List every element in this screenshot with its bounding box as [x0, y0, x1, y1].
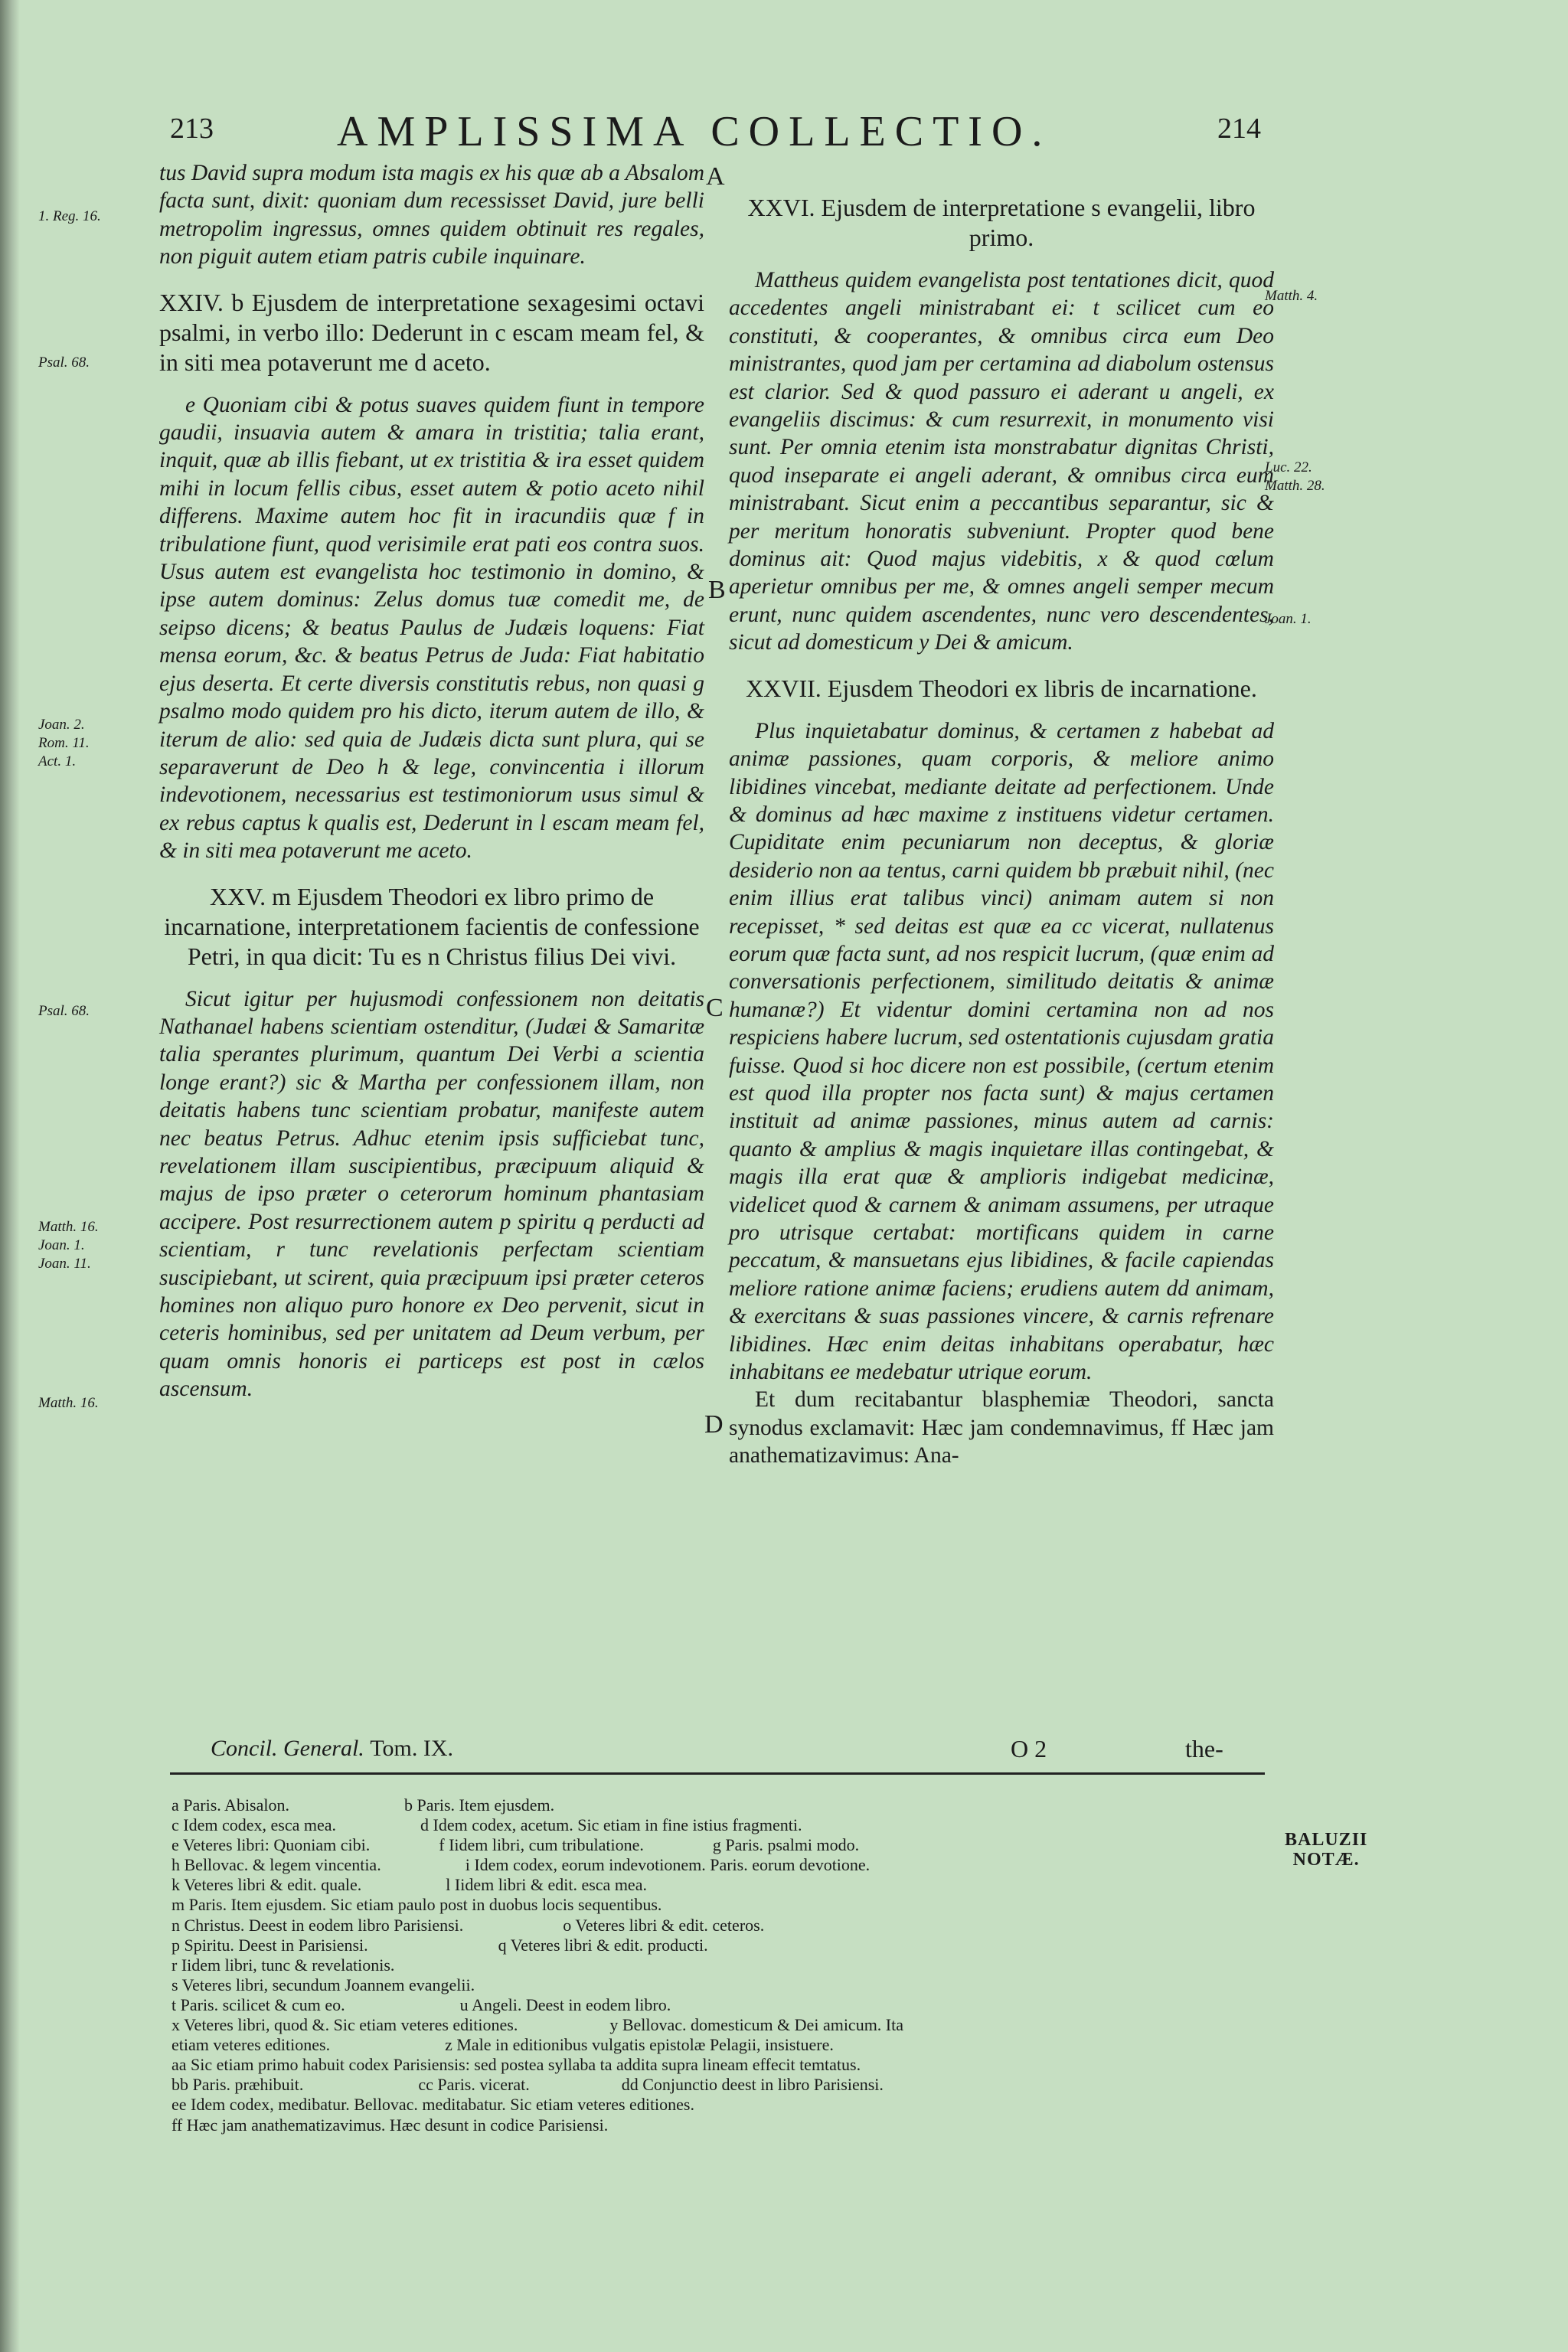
paragraph: e Quoniam cibi & potus suaves quidem fiunt in tempore gaudii, insuavia autem & amara in tristitia; talia erant, inquit, quæ ab illis fiebant, ut ex tristitia & ira esset quidem mihi in locum fellis cibus, esset autem & potio aceto nihil differens. Maxime autem hoc fit in iracundiis quæ f in tribulatione fiunt, quod verisimile erat pati eos contra suos. Usus autem est evangelista hoc testimonio in domino, & ipse autem dominus: Zelus domus tuæ comedit me, de seipso dicens; & beatus Paulus de Judæis loquens: Fiat mensa eorum, &c. & beatus Petrus de Juda: Fiat habitatio ejus deserta. Et certe diversis constitutis rebus, non quasi g psalmo modo quidem pro his dicto, iterum autem de illo, & iterum de alio: sed quia de Judæis dicta sunt plura, qui se separaverunt de Deo h & lege, convincentia i illorum indevotionem, necessarius est testimoniorum usus simul & ex rebus captus k qualis est, Dederunt in l escam meam fel, & in siti mea potaverunt me aceto. — [159, 392, 704, 864]
catchword: the- — [1185, 1735, 1223, 1762]
page-edge — [0, 0, 20, 2352]
running-title: AMPLISSIMA COLLECTIO. — [337, 108, 1052, 155]
margin-reference: Joan. 1. — [1265, 611, 1312, 627]
margin-reference: 1. Reg. 16. — [38, 208, 101, 224]
footnote: u Angeli. Deest in eodem libro. — [459, 1994, 671, 2014]
footnote: bb Paris. præhibuit. — [172, 2075, 304, 2095]
margin-reference: Luc. 22. — [1265, 459, 1312, 475]
margin-reference: Joan. 11. — [38, 1256, 91, 1272]
footnote: ee Idem codex, medibatur. Bellovac. meditabatur. Sic etiam veteres editiones. — [172, 2095, 694, 2115]
left-column — [159, 159, 704, 1403]
footnote: aa Sic etiam primo habuit codex Parisiensis: sed postea syllaba ta addita supra lineam effecit temtatus. — [172, 2055, 861, 2075]
page-number-right: 214 — [1217, 113, 1261, 145]
footnote: f Iidem libri, cum tribulatione. — [439, 1835, 644, 1855]
footnote: e Veteres libri: Quoniam cibi. — [172, 1835, 371, 1855]
section-letter-b: B — [708, 576, 726, 604]
footnote-line — [172, 1916, 1259, 1936]
section-letter-d: D — [704, 1410, 724, 1439]
footnote-line — [172, 2095, 1259, 2115]
footnote: n Christus. Deest in eodem libro Parisiensi. — [172, 1915, 464, 1935]
margin-reference: Rom. 11. — [38, 735, 90, 751]
footnote: etiam veteres editiones. — [172, 2035, 331, 2055]
paragraph: Et dum recitabantur blasphemiæ Theodori, sancta synodus exclamavit: Hæc jam condemnavimus, ff Hæc jam anathematizavimus: Ana- — [729, 1387, 1274, 1468]
notes-label-line: BALUZII — [1285, 1830, 1368, 1850]
footnote: o Veteres libri & edit. ceteros. — [563, 1915, 765, 1935]
footnote-line — [172, 1895, 1259, 1915]
footnote-line — [172, 1855, 1259, 1875]
margin-reference: Psal. 68. — [38, 354, 90, 371]
footnote-line — [172, 2055, 1259, 2075]
footnote: h Bellovac. & legem vincentia. — [172, 1855, 381, 1875]
footnote: p Spiritu. Deest in Parisiensi. — [172, 1935, 368, 1955]
footnote-rule — [170, 1772, 1265, 1775]
page-number-left: 213 — [170, 113, 214, 145]
footnote-line — [172, 1995, 1259, 2015]
footnote-line — [172, 2015, 1259, 2035]
margin-reference: Act. 1. — [38, 753, 77, 769]
footnote: l Iidem libri & edit. esca mea. — [446, 1875, 647, 1895]
footnote-line — [172, 1835, 1259, 1855]
margin-reference: Psal. 68. — [38, 1003, 90, 1019]
footnote: a Paris. Abisalon. — [172, 1795, 289, 1815]
footnote: i Idem codex, eorum indevotionem. Paris. eorum devotione. — [465, 1855, 871, 1875]
footnote: d Idem codex, acetum. Sic etiam in fine istius fragmenti. — [420, 1815, 802, 1835]
right-column — [729, 193, 1274, 1470]
chapter-heading-xxvii: XXVII. Ejusdem Theodori ex libris de incarnatione. — [746, 674, 1257, 702]
margin-reference: Joan. 2. — [38, 717, 85, 733]
margin-reference: Matth. 16. — [38, 1219, 99, 1235]
paragraph: tus David supra modum ista magis ex his quæ ab a Absalom facta sunt, dixit: quoniam dum recessisset David, jure belli metropolim ingressus, omnes quidem obtinuit res regales, non piguit autem etiam patris cubile inquinare. — [159, 161, 704, 270]
notes-label-line: NOTÆ. — [1292, 1850, 1360, 1870]
footnote: x Veteres libri, quod &. Sic etiam veteres editiones. — [172, 2015, 518, 2035]
footnote-line — [172, 1936, 1259, 1955]
footnote-line — [172, 2115, 1259, 2135]
footnote: s Veteres libri, secundum Joannem evangelii. — [172, 1975, 475, 1994]
section-letter-a: A — [706, 162, 725, 191]
paragraph: Sicut igitur per hujusmodi confessionem non deitatis Nathanael habens scientiam ostenditur, (Judæi & Samaritæ talia sperantes plurimum, quantum Dei Verbi a scientia longe erant?) sic & Martha per confessionem illam, non deitatis habens tunc scientiam probatur, manifeste autem nec beatus Petrus. Adhuc etenim ipsis sufficiebat tunc, revelationem illam suscipientibus, præcipuum aliquid & majus de ipso præter o ceterorum hominum phantasiam accipere. Post resurrectionem autem p spiritu q perducti ad scientiam, r tunc revelationis perfectam scientiam suscipiebant, ut scirent, quia præcipuum ipsi præter ceteros homines non aliquo puro honore ex Deo pervenit, sicut in ceteris hominibus, sed per unitatem ad Deum verbum, per quam omnis honoris ei particeps est post in cælos ascensum. — [159, 986, 704, 1402]
footnote-line — [172, 1795, 1259, 1815]
footer-work-title — [211, 1736, 453, 1762]
footnote-line — [172, 2075, 1259, 2095]
chapter-heading-xxiv: XXIV. b Ejusdem de interpretatione sexagesimi octavi psalmi, in verbo illo: Dederunt in c escam meam fel, & in siti mea potaverunt me d aceto. — [159, 288, 704, 376]
chapter-heading-xxvi: XXVI. Ejusdem de interpretatione s evangelii, libro primo. — [747, 194, 1256, 251]
footnote: b Paris. Item ejusdem. — [404, 1795, 555, 1815]
margin-reference: Matth. 4. — [1265, 288, 1318, 304]
footnote: q Veteres libri & edit. producti. — [498, 1935, 708, 1955]
footnote: cc Paris. vicerat. — [418, 2075, 530, 2095]
footer-tome: Tom. IX. — [370, 1736, 454, 1761]
footnote: t Paris. scilicet & cum eo. — [172, 1994, 345, 2014]
chapter-heading-xxv: XXV. m Ejusdem Theodori ex libro primo de incarnatione, interpretationem facientis de confessione Petri, in qua dicit: Tu es n Christus filius Dei vivi. — [164, 882, 700, 970]
signature-mark: O 2 — [1011, 1735, 1047, 1762]
footnote: g Paris. psalmi modo. — [712, 1835, 860, 1855]
footnotes — [172, 1795, 1259, 2135]
paragraph: Mattheus quidem evangelista post tentationes dicit, quod accedentes angeli ministrabant ei: t scilicet cum eo constituti, & cooperantes, & omnibus circa eum Deo ministrantes, quod jam per certamina ad diabolum ostensus est clarior. Sed & quod passuro ei aderant u angeli, ex evangeliis discimus: & cum resurrexit, in monumento visi sunt. Per omnia etenim ista monstrabatur dignitas Christi, quod inseparate ei angeli aderant, & omnibus circa eum ministrabant. Sicut enim a peccantibus separantur, sic & per meritum honoratis subveniunt. Propter quod bene dominus ait: Quod majus videbitis, x & quod cœlum aperietur omnibus per me, & omnes angeli semper mecum erunt, nunc quidem ascendentes, nunc vero descendentes, sicut ad domesticum y Dei & amicum. — [729, 268, 1274, 655]
footnote: z Male in editionibus vulgatis epistolæ Pelagii, insistuere. — [445, 2035, 834, 2055]
footnote: k Veteres libri & edit. quale. — [172, 1875, 362, 1895]
footnote: r Iidem libri, tunc & revelationis. — [172, 1955, 395, 1975]
footnote: c Idem codex, esca mea. — [172, 1815, 336, 1835]
footnote: y Bellovac. domesticum & Dei amicum. Ita — [609, 2015, 904, 2035]
footnote: m Paris. Item ejusdem. Sic etiam paulo post in duobus locis sequentibus. — [172, 1895, 662, 1915]
footnote-line — [172, 1955, 1259, 1975]
footnote-line — [172, 2035, 1259, 2055]
margin-reference: Joan. 1. — [38, 1237, 85, 1253]
margin-reference: Matth. 16. — [38, 1395, 99, 1411]
notes-label — [1285, 1830, 1367, 1870]
footnote-line — [172, 1815, 1259, 1835]
footer-work: Concil. General. — [211, 1736, 364, 1761]
footnote-line — [172, 1875, 1259, 1895]
footnote: ff Hæc jam anathematizavimus. Hæc desunt in codice Parisiensi. — [172, 2115, 609, 2135]
margin-reference: Matth. 28. — [1265, 478, 1325, 494]
section-letter-c: C — [706, 994, 724, 1022]
paragraph: Plus inquietabatur dominus, & certamen z habebat ad animæ passiones, quam corporis, & meliore animo libidines vincebat, mediante deitate ad perfectionem. Unde & dominus ad hæc maxime z instituens videtur certamen. Cupiditate enim pecuniarum non deceptus, & gloriæ desiderio non aa tentus, carni quidem bb præbuit nihil, (nec enim illius erat talibus vinci) animam autem si non recepisset, * sed deitas est quæ ea cc vicerat, nullatenus eorum quæ facta sunt, ad nos respicit lucrum, (quæ enim ad conversationis perfectionem, similitudo deitatis & animæ humanæ?) Et videntur domini certamina non ad nos respiciens habere lucrum, sed ostentationis cujusdam gratia fuisse. Quod si hoc dicere non est possibile, (certum etenim est quod illa propter nos facta sunt) & majus certamen instituit ad animæ passiones, minus autem ad carnis: quanto & amplius & magis inquietare illas contingebat, & magis illa erat quæ & amplioris indigebat medicinæ, videlicet quod & carnem & animam assumens, per utraque pro utrisque certabat: mortificans quidem in carne peccatum, & mansuetans ejus libidines, & facile capiendas meliore ratione animæ faciens; erudiens autem dd animam, & exercitans & suas passiones vincere, & carnis refrenare libidines. Hæc enim deitas inhabitans operabatur, hæc inhabitans ee medebatur utrique eorum. — [729, 718, 1274, 1385]
footnote-line — [172, 1975, 1259, 1995]
footnote: dd Conjunctio deest in libro Parisiensi. — [621, 2075, 884, 2095]
